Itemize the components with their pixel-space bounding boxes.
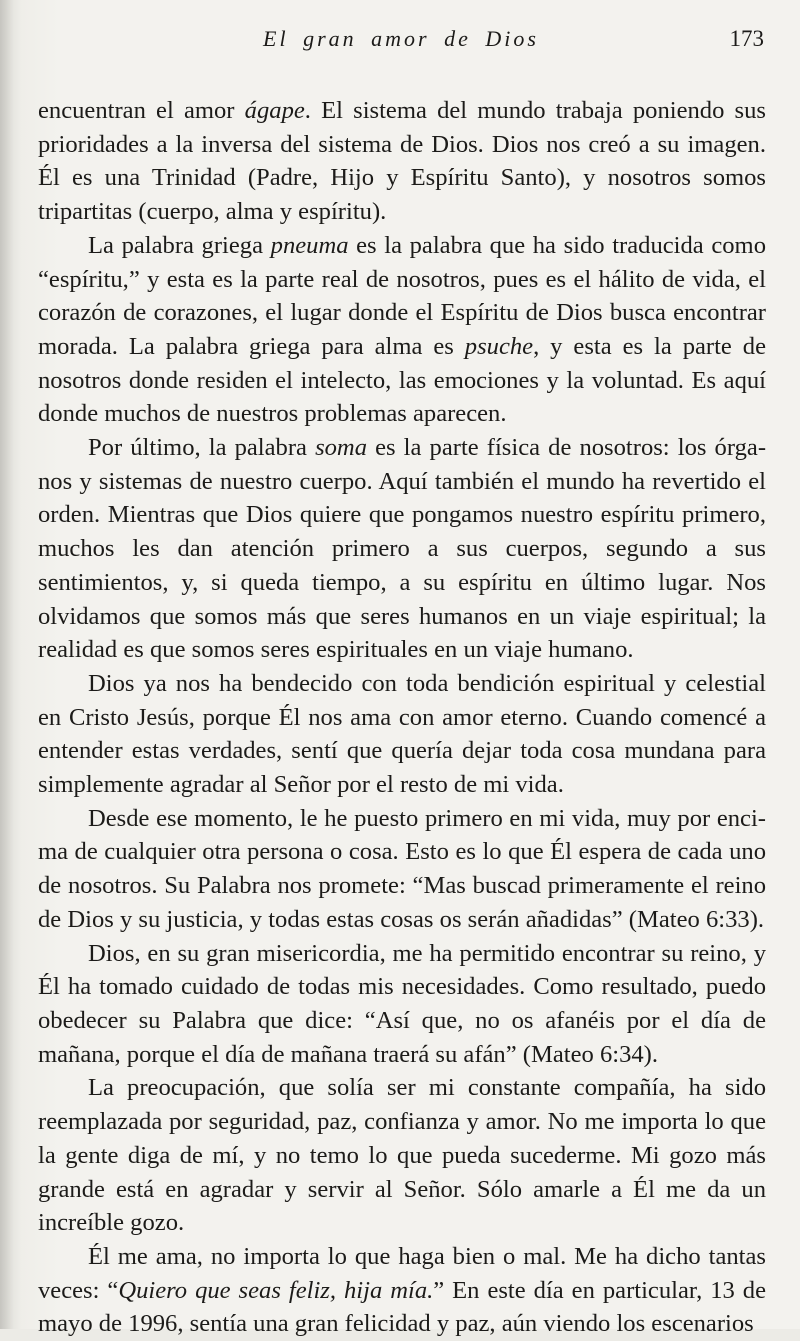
text-run: La preocupación, que solía ser mi constante compañía, ha sido reemplazada por seguridad, paz, confianza y amor. No me importa lo que la gente diga de mí, y no temo lo que pueda sucederme. Mi gozo más grande está en agradar y servir al Señor. Sólo amarle a Él me da un increíble gozo. xyxy=(38,1074,766,1237)
text-run: . El sistema del mundo trabaja poniendo sus prioridades a la inversa del sistema de Dios. Dios nos creó a su imagen. Él es una Trinidad (Padre, Hijo y Espíritu Santo), y nosotros somos tripartitas (cuerpo, alma y espíritu). xyxy=(38,97,766,226)
text-run: La palabra griega xyxy=(88,231,271,259)
paragraph xyxy=(38,431,766,667)
paragraph xyxy=(38,1240,766,1341)
running-head xyxy=(38,22,764,56)
text-run: Por último, la palabra xyxy=(88,434,316,462)
text-run: es la palabra que ha sido traducida como “espíritu,” y esta es la parte real de nosotros, pues es el hálito de vida, el corazón de corazones, el lugar donde el Espíritu de Dios busca encontrar morada. La palabra griega para alma es xyxy=(38,231,766,360)
italic-text: ágape xyxy=(244,97,305,124)
italic-text: soma xyxy=(315,434,367,462)
paragraph xyxy=(38,1071,766,1240)
text-run: Desde ese momento, le he puesto primero en mi vida, muy por encima de cualquier otra persona o cosa. Esto es lo que Él espera de cada uno de nosotros. Su Palabra nos promete: “Mas buscad primeramente el reino de Dios y su justicia, y todas estas cosas os serán añadidas” (Mateo 6:33). xyxy=(38,804,766,933)
text-run: Él me ama, no importa lo que haga bien o mal. Me ha dicho tantas veces: “ xyxy=(38,1242,766,1304)
italic-text: Quiero que seas feliz, hija mía. xyxy=(118,1276,434,1304)
page-number: 173 xyxy=(729,26,764,51)
paragraph xyxy=(38,94,766,229)
text-run: ” En este día en particular, 13 de mayo de 1996, sentía una gran felicidad y paz, aún viendo los escenarios xyxy=(38,1276,766,1338)
italic-text: pneuma xyxy=(270,231,349,259)
body-text xyxy=(38,94,766,1341)
paragraph xyxy=(38,802,766,937)
paragraph xyxy=(38,667,766,802)
text-run: Dios ya nos ha bendecido con toda bendición espiritual y celestial en Cristo Jesús, porque Él nos ama con amor eterno. Cuando comencé a entender estas verdades, sentí que quería dejar toda cosa mundana para simplemente agradar al Señor por el resto de mi vida. xyxy=(38,669,766,799)
running-title: El gran amor de Dios xyxy=(263,26,539,51)
paragraph xyxy=(38,937,766,1072)
text-run: Dios, en su gran misericordia, me ha permitido encontrar su reino, y Él ha tomado cuidado de todas mis necesidades. Como resultado, puedo obedecer su Palabra que dice: “Así que, no os afanéis por el día de mañana, porque el día de mañana traerá su afán” (Mateo 6:34). xyxy=(38,939,766,1068)
text-run: encuentran el amor xyxy=(38,97,245,124)
text-run: , y esta es la parte de nosotros donde residen el intelecto, las emociones y la voluntad. Es aquí donde muchos de nuestros problemas aparecen. xyxy=(38,332,766,428)
paragraph xyxy=(38,229,766,431)
italic-text: psuche xyxy=(464,332,534,360)
text-run: es la parte física de nosotros: los órganos y sistemas de nuestro cuerpo. Aquí también el mundo ha revertido el orden. Mientras que Dios quiere que pongamos nuestro espíritu primero, muchos les dan atención primero a sus cuerpos, segundo a sus sentimientos, y, si queda tiempo, a su espíritu en último lugar. Nos olvidamos que somos más que seres humanos en un viaje espiritual; la realidad es que somos seres espirituales en un viaje humano. xyxy=(38,434,767,664)
